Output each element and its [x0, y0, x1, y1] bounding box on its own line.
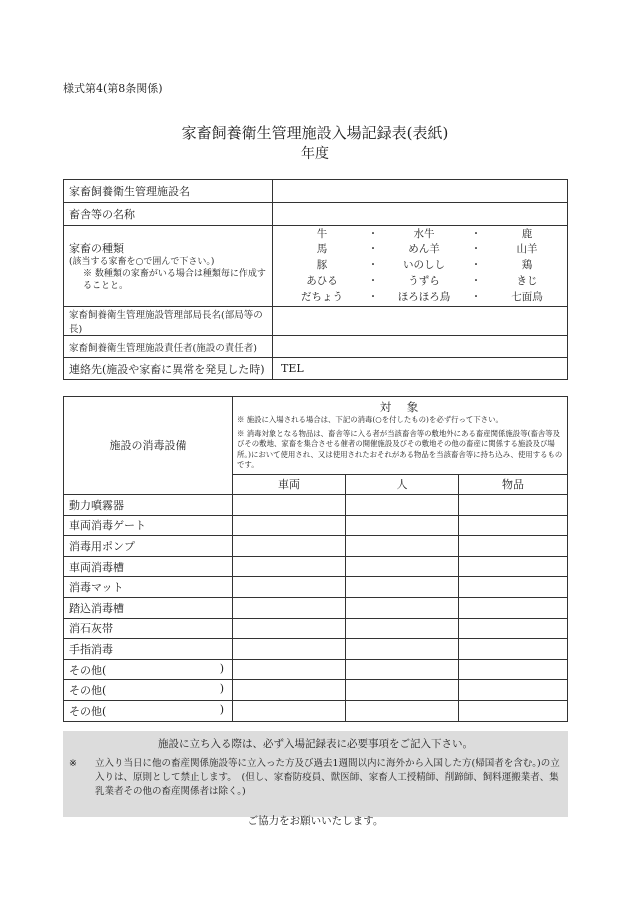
check-cell-goods[interactable] [459, 639, 568, 660]
page-subtitle: 年度 [301, 146, 329, 162]
equipment-label: 消毒用ポンプ [64, 536, 233, 557]
equipment-label: 消毒マット [64, 577, 233, 598]
target-header-cell [233, 397, 568, 475]
livestock-separator: ・ [367, 259, 379, 272]
check-cell-goods[interactable] [459, 597, 568, 618]
check-cell-person[interactable] [346, 659, 459, 680]
check-cell-vehicle[interactable] [233, 659, 346, 680]
contact-label: 連絡先(施設や家畜に異常を発見した時) [64, 358, 273, 380]
livestock-separator: ・ [367, 243, 379, 256]
livestock-type-label: 家畜の種類 [69, 242, 124, 255]
livestock-option[interactable]: 馬 [316, 243, 328, 256]
check-cell-person[interactable] [346, 680, 459, 701]
check-cell-vehicle[interactable] [233, 577, 346, 598]
check-cell-vehicle[interactable] [233, 494, 346, 515]
equipment-label: 消石灰帯 [64, 618, 233, 639]
check-cell-vehicle[interactable] [233, 515, 346, 536]
manager-field[interactable] [273, 307, 568, 336]
check-cell-goods[interactable] [459, 618, 568, 639]
barn-name-label: 畜舎等の名称 [64, 203, 273, 226]
livestock-option[interactable]: 牛 [316, 227, 328, 240]
other-equipment-row [64, 700, 568, 721]
check-cell-goods[interactable] [459, 577, 568, 598]
target-note2: ※ 消毒対象となる物品は、畜舎等に入る者が当該畜舎等の敷地外にある畜産関係施設等(畜舎等及びその敷地、家畜を集合させる催者の開催施設及びその敷地その他の畜産に関係する施設及び場所。)において使用され、又は使用されたおそれがある物品を当該畜舎等に持ち込み、使用するものです。 [237, 428, 563, 470]
livestock-grid[interactable] [273, 227, 567, 306]
equipment-header: 施設の消毒設備 [64, 397, 233, 495]
notice-line3: ご協力をお願いいたします。 [247, 815, 384, 827]
page-title: 家畜飼養衛生管理施設入場記録表(表紙) [181, 124, 449, 142]
check-cell-vehicle[interactable] [233, 680, 346, 701]
responsible-field[interactable] [273, 336, 568, 358]
facility-info-table [63, 179, 568, 380]
check-cell-person[interactable] [346, 597, 459, 618]
equipment-rows [64, 494, 568, 721]
check-cell-goods[interactable] [459, 536, 568, 557]
equipment-row [64, 536, 568, 557]
check-cell-vehicle[interactable] [233, 639, 346, 660]
equipment-label: 動力噴霧器 [64, 494, 233, 515]
notice-line2: 立入り当日に他の畜産関係施設等に立入った方及び過去1週間以内に海外から入国した方(帰国者を含む。)の立入りは、原則として禁止します。 (但し、家畜防疫員、獣医師、家畜人工授精師、削蹄師、飼料運搬業者、集乳業者その他の畜産関係者は除く。) [95, 758, 560, 797]
livestock-option[interactable]: ほろほろ鳥 [397, 290, 451, 303]
check-cell-goods[interactable] [459, 659, 568, 680]
other-equipment-cell[interactable] [64, 700, 233, 721]
livestock-separator: ・ [367, 290, 379, 303]
contact-field[interactable]: TEL [273, 358, 568, 380]
facility-name-field[interactable] [273, 180, 568, 203]
check-cell-person[interactable] [346, 515, 459, 536]
equipment-row [64, 618, 568, 639]
equipment-row [64, 556, 568, 577]
check-cell-goods[interactable] [459, 556, 568, 577]
livestock-type-note2: ※ 数種類の家畜がいる場合は種類毎に作成することと。 [83, 269, 266, 291]
check-cell-vehicle[interactable] [233, 618, 346, 639]
other-close-paren: ) [219, 661, 224, 675]
livestock-separator: ・ [470, 227, 482, 240]
equipment-label: 車両消毒槽 [64, 556, 233, 577]
livestock-option[interactable]: あひる [306, 274, 338, 287]
other-label: その他( [69, 663, 107, 677]
other-close-paren: ) [219, 682, 224, 696]
notice-line2-block [69, 757, 562, 799]
notice-line1: 施設に立ち入る際は、必ず入場記録表に必要事項をご記入下さい。 [158, 738, 473, 750]
livestock-option[interactable]: 水牛 [413, 227, 435, 240]
check-cell-goods[interactable] [459, 494, 568, 515]
livestock-option[interactable]: 鶏 [521, 259, 533, 272]
other-label: その他( [69, 704, 107, 718]
equipment-row [64, 597, 568, 618]
livestock-separator: ・ [470, 290, 482, 303]
responsible-label: 家畜飼養衛生管理施設責任者(施設の責任者) [64, 336, 273, 358]
check-cell-person[interactable] [346, 536, 459, 557]
livestock-option[interactable]: きじ [516, 274, 538, 287]
equipment-row [64, 494, 568, 515]
check-cell-goods[interactable] [459, 515, 568, 536]
facility-name-label: 家畜飼養衛生管理施設名 [64, 180, 273, 203]
other-equipment-row [64, 680, 568, 701]
check-cell-goods[interactable] [459, 700, 568, 721]
check-cell-person[interactable] [346, 577, 459, 598]
target-header: 対 象 [379, 400, 421, 414]
livestock-separator: ・ [470, 243, 482, 256]
livestock-separator: ・ [470, 274, 482, 287]
check-cell-vehicle[interactable] [233, 556, 346, 577]
livestock-option[interactable]: 豚 [316, 259, 328, 272]
manager-label: 家畜飼養衛生管理施設管理部局長名(部局等の長) [64, 307, 273, 336]
barn-name-field[interactable] [273, 203, 568, 226]
equipment-row [64, 639, 568, 660]
other-equipment-cell[interactable] [64, 680, 233, 701]
equipment-row [64, 577, 568, 598]
check-cell-person[interactable] [346, 494, 459, 515]
livestock-separator: ・ [470, 259, 482, 272]
livestock-type-cell [64, 226, 273, 307]
check-cell-vehicle[interactable] [233, 536, 346, 557]
livestock-option[interactable]: 七面鳥 [511, 290, 543, 303]
livestock-options[interactable] [273, 226, 568, 307]
notice-box [63, 731, 568, 827]
check-cell-vehicle[interactable] [233, 597, 346, 618]
check-cell-person[interactable] [346, 556, 459, 577]
other-close-paren: ) [219, 702, 224, 716]
livestock-option[interactable]: だちょう [301, 290, 343, 303]
check-cell-vehicle[interactable] [233, 700, 346, 721]
livestock-option[interactable]: 鹿 [521, 227, 533, 240]
column-header-vehicle: 車両 [233, 474, 346, 494]
livestock-separator: ・ [367, 227, 379, 240]
form-number: 様式第4(第8条関係) [63, 82, 163, 95]
other-equipment-cell[interactable] [64, 659, 233, 680]
livestock-option[interactable]: 山羊 [516, 243, 538, 256]
equipment-label: 手指消毒 [64, 639, 233, 660]
column-header-goods: 物品 [459, 474, 568, 494]
livestock-option[interactable]: うずら [408, 274, 440, 287]
livestock-option[interactable]: めん羊 [408, 243, 440, 256]
check-cell-person[interactable] [346, 639, 459, 660]
livestock-separator: ・ [367, 274, 379, 287]
other-label: その他( [69, 684, 107, 698]
target-note1: ※ 施設に入場される場合は、下記の消毒(○を付したもの)を必ず行って下さい。 [237, 415, 503, 424]
disinfection-table [63, 396, 568, 722]
equipment-label: 車両消毒ゲート [64, 515, 233, 536]
check-cell-person[interactable] [346, 700, 459, 721]
notice-mark: ※ [69, 758, 77, 769]
equipment-label: 踏込消毒槽 [64, 597, 233, 618]
other-equipment-row [64, 659, 568, 680]
equipment-row [64, 515, 568, 536]
livestock-option[interactable]: いのしし [403, 259, 445, 272]
check-cell-goods[interactable] [459, 680, 568, 701]
column-header-person: 人 [346, 474, 459, 494]
livestock-type-note1: (該当する家畜を○で囲んで下さい。) [69, 257, 215, 267]
check-cell-person[interactable] [346, 618, 459, 639]
